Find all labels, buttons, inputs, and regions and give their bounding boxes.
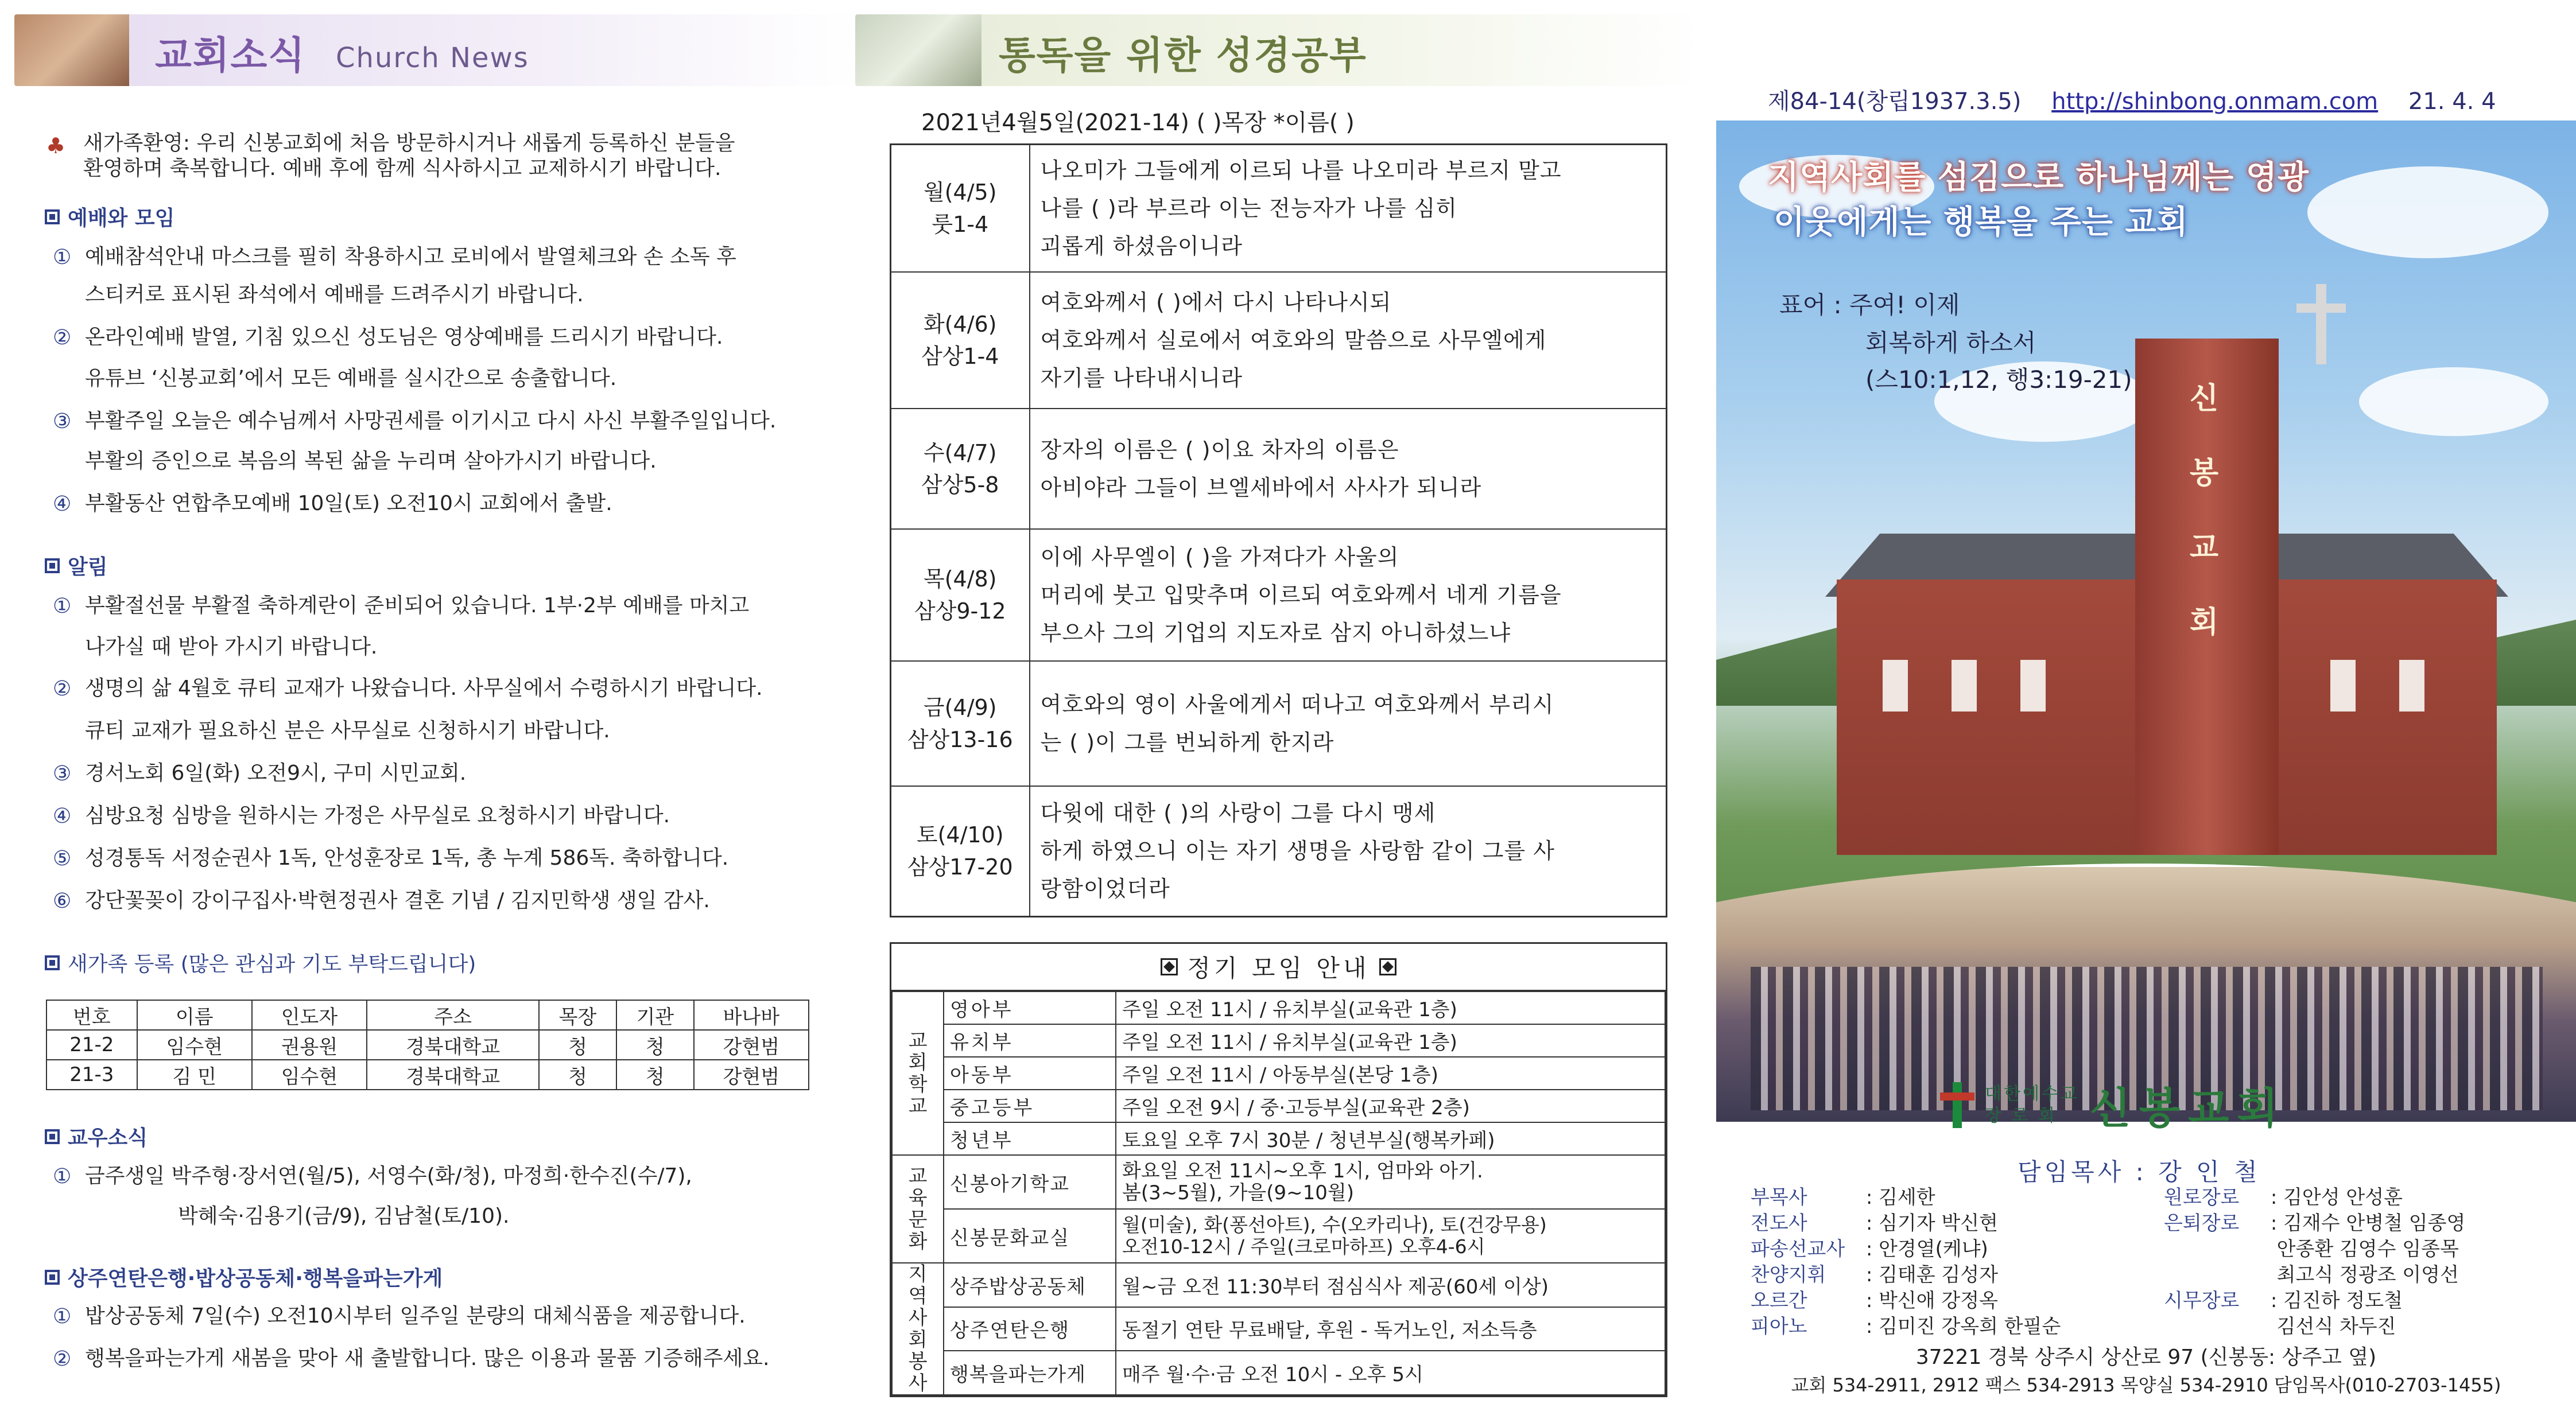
- group-label: 교육문화: [892, 1155, 944, 1263]
- page-subtitle: Church News: [336, 42, 529, 74]
- group-label: 지역사회봉사: [892, 1263, 944, 1395]
- yearly-verse: 표어 : 주여! 이제: [1779, 291, 1960, 319]
- page-title: 통독을 위한 성경공부: [999, 33, 1367, 77]
- church-address: 37221 경북 상주시 상산로 97 (신봉동: 상주고 옆): [1915, 1346, 2377, 1369]
- table-row: 신봉문화교실 월(미술), 화(퐁선아트), 수(오카리나), 토(건강무용) 오전10-12시 / 주일(크로마하프) 오후4-6시: [892, 1209, 1665, 1263]
- bible-study-table: [890, 143, 1667, 917]
- table-row: 지역사회봉사 상주밥상공동체 월~금 오전 11:30부터 점심식사 제공(60세 이상): [892, 1263, 1665, 1307]
- table-header-row: 번호 이름 인도자 주소 목장 기관 바나바: [46, 1000, 809, 1030]
- section-notice: 알림: [45, 551, 108, 580]
- table-row: 금(4/9) 삼상13-16 여호와의 영이 사울에게서 떠나고 여호와께서 부리시 는 ( )이 그를 번뇌하게 한지라: [891, 661, 1667, 786]
- worship-item: 유튜브 ‘신봉교회’에서 모든 예배를 실시간으로 송출합니다.: [85, 367, 617, 390]
- section-worship: 예배와 모임: [45, 202, 174, 231]
- website-link[interactable]: http://shinbong.onmam.com: [2051, 88, 2379, 115]
- notice-item: 심방요청 심방을 원하시는 가정은 사무실로 요청하시기 바랍니다.: [85, 804, 670, 827]
- group-label: 교회학교: [892, 992, 944, 1155]
- worship-item: 온라인예배 발열, 기침 있으신 성도님은 영상예배를 드리시기 바랍니다.: [85, 325, 723, 349]
- notice-item: 생명의 삶 4월호 큐티 교재가 나왔습니다. 사무실에서 수령하시기 바랍니다.: [85, 676, 763, 700]
- table-row: 청년부 토요일 오후 7시 30분 / 청년부실(행복카페): [892, 1122, 1665, 1155]
- table-row: 중고등부 주일 오전 9시 / 중·고등부실(교육관 2층): [892, 1090, 1665, 1122]
- table-row: 교회학교 영아부 주일 오전 11시 / 유치부실(교육관 1층): [892, 992, 1665, 1024]
- square-bullet-icon: [45, 955, 60, 970]
- table-row: 유치부 주일 오전 11시 / 유치부실(교육관 1층): [892, 1024, 1665, 1057]
- senior-pastor: 담임목사 : 강 인 철: [2018, 1158, 2261, 1186]
- notice-item: 성경통독 서정순권사 1독, 안성훈장로 1독, 총 누계 586독. 축하합니다.: [85, 846, 729, 870]
- church-name: 신봉교회: [2089, 1084, 2286, 1133]
- notice-item: 부활절선물 부활절 축하계란이 준비되어 있습니다. 1부·2부 예배를 마치고: [85, 594, 750, 617]
- table-row: 상주연탄은행 동절기 연탄 무료배달, 후원 - 독거노인, 저소득층: [892, 1307, 1665, 1351]
- square-bullet-icon: [45, 1270, 60, 1285]
- tower-lettering: 신봉교회: [2189, 382, 2219, 640]
- diamond-icon: [1161, 958, 1178, 975]
- welcome-line: 새가족환영: 우리 신봉교회에 처음 방문하시거나 새롭게 등록하신 분들을: [83, 131, 735, 155]
- square-bullet-icon: [45, 1129, 60, 1144]
- table-row: 목(4/8) 삼상9-12 이에 사무엘이 ( )을 가져다가 사울의 머리에 붓고 입맞추며 이르되 여호와께서 네게 기름을 부으사 그의 기업의 지도자로 삼지 아니하셨느냐: [891, 529, 1667, 661]
- banner-photo: [855, 14, 981, 86]
- issue-date: 21. 4. 4: [2408, 88, 2496, 115]
- worship-item: 예배참석안내 마스크를 필히 착용하시고 로비에서 발열체크와 손 소독 후: [85, 245, 736, 269]
- table-row: 21-3 김 민 임수현 경북대학교 청 청 강현범: [46, 1060, 809, 1090]
- issue-number: 제84-14(창립1937.3.5): [1768, 88, 2022, 115]
- table-row: 월(4/5) 룻1-4 나오미가 그들에게 이르되 나를 나오미라 부르지 말고 나를 ( )라 부르라 이는 전능자가 나를 심히 괴롭게 하셨음이니라: [891, 145, 1667, 272]
- section-members: 교우소식: [45, 1122, 148, 1151]
- staff-list-right: 원로장로 : 김안성 안성훈 은퇴장로 : 김재수 안병철 임종영 안종환 김영수 임종목 최고식 정광조 이영선 시무장로 : 김진하 정도철 김선식 차두진: [2164, 1186, 2466, 1338]
- worship-item: 부활주일 오늘은 예수님께서 사망권세를 이기시고 다시 사신 부활주일입니다.: [85, 409, 777, 433]
- worship-item: 부활의 증인으로 복음의 복된 삶을 누리며 살아가시기 바랍니다.: [85, 449, 657, 473]
- diamond-icon: [1379, 958, 1396, 975]
- section-new-family: 새가족 등록 (많은 관심과 기도 부탁드립니다): [45, 948, 476, 977]
- banner-photo: [14, 14, 129, 86]
- worship-item: 스티커로 표시된 좌석에서 예배를 드려주시기 바랍니다.: [85, 283, 584, 306]
- sharing-item: 행복을파는가게 새봄을 맞아 새 출발합니다. 많은 이용과 물품 기증해주세요.: [85, 1347, 770, 1370]
- table-row: 화(4/6) 삼상1-4 여호와께서 ( )에서 다시 나타나시되 여호와께서 실로에서 여호와의 말씀으로 사무엘에게 자기를 나타내시니라: [891, 272, 1667, 409]
- notice-item: 큐티 교재가 필요하신 분은 사무실로 신청하시기 바랍니다.: [85, 719, 610, 742]
- table-row: 아동부 주일 오전 11시 / 아동부실(본당 1층): [892, 1057, 1665, 1090]
- section-sharing: 상주연탄은행·밥상공동체·행복을파는가게: [45, 1262, 443, 1292]
- church-motto-line2: 이웃에게는 행복을 주는 교회: [1774, 204, 2189, 241]
- table-row: 21-2 임수현 권용원 경북대학교 청 청 강현범: [46, 1030, 809, 1060]
- church-logo: 대한예수교 장 로 회 신봉교회: [1940, 1075, 2286, 1136]
- regular-meetings-box: [890, 942, 1667, 1397]
- notice-item: 강단꽃꽂이 강이구집사·박현정권사 결혼 기념 / 김지민학생 생일 감사.: [85, 889, 710, 912]
- meetings-title: 정기 모임 안내: [891, 944, 1666, 991]
- sharing-item: 밥상공동체 7일(수) 오전10시부터 일주일 분량의 대체식품을 제공합니다.: [85, 1304, 746, 1328]
- table-row: 토(4/10) 삼상17-20 다윗에 대한 ( )의 사랑이 그를 다시 맹세 하게 하였으니 이는 자기 생명을 사랑함 같이 그를 사 랑함이었더라: [891, 786, 1667, 917]
- table-row: 수(4/7) 삼상5-8 장자의 이름은 ( )이요 차자의 이름은 아비야라 그들이 브엘세바에서 사사가 되니라: [891, 409, 1667, 529]
- table-row: 행복을파는가게 매주 월·수·금 오전 10시 - 오후 5시: [892, 1351, 1665, 1395]
- church-motto-line1: 지역사회를 섬김으로 하나님께는 영광: [1768, 159, 2310, 196]
- notice-item: 경서노회 6일(화) 오전9시, 구미 시민교회.: [85, 761, 467, 785]
- church-building-image: [1837, 339, 2497, 855]
- church-news-banner: [14, 14, 858, 86]
- yearly-verse: (스10:1,12, 행3:19-21): [1865, 366, 2132, 394]
- church-news-panel: 교회소식 Church News ♣ 새가족환영: 우리 신봉교회에 처음 방문하시거나 새롭게 등록하신 분들을 환영하며 축복합니다. 예배 후에 함께 식사하시고 교제하시기 바랍니다. 예배와 모임 ① 예배참석안내 마스크를 필히 착용하시고 로비에서 발열체크와 손 소독 후 스티커로 표시된 좌석에서 예배를 드려주시기 바랍니다. ② 온라인예배 발열, 기침 있으신 성도님은 영상예배를 드리시기 바랍니다. 유튜브 ‘신봉교회’에서 모든 예배를 실시간으로 송출합니다. ③ 부활주일 오늘은 예수님께서 사망권세를 이기시고 다시 사신 부활주일입니다. 부활의 증인으로 복음의 복된 삶을 누리며 살아가시기 바랍니다. ④ 부활동산 연합추모예배 10일(토) 오전10시 교회에서 출발. 알림 ① 부활절선물 부활절 축하계란이 준비되어 있습니다. 1부·2부 예배를 마치고 나가실 때 받아 가시기 바랍니다. ② 생명의 삶 4월호 큐티 교재가 나왔습니다. 사무실에서 수령하시기 바랍니다. 큐티 교재가 필요하신 분은 사무실로 신청하시기 바랍니다. ③ 경서노회 6일(화) 오전9시, 구미 시민교회. ④ 심방요청 심방을 원하시는 가정은 사무실로 요청하시기 바랍니다. ⑤ 성경통독 서정순권사 1독, 안성훈장로 1독, 총 누계 586독. 축하합니다. ⑥ 강단꽃꽂이 강이구집사·박현정권사 결혼 기념 / 김지민학생 생일 감사. 새가족 등록 (많은 관심과 기도 부탁드립니다) 번호 이름 인도자 주소 목장 기관 바나바 21-2 임수현 권용원 경북대학교 청 청 강현범 21-3 김 민 임수현 경북대학교 청 청 강현범 교우소식 ① 금주생일 박주형·장서연(월/5), 서영수(화/청), 마정희·한수진(수/7), 박혜숙·김용기(금/9), 김남철(토/10). 상주연탄은행·밥상공동체·행복을파는가게 ① 밥상공동체 7일(수) 오전10시부터 일주일 분량의 대체식품을 제공합니다. ② 행복을파는가게 새봄을 맞아 새 출발합니다. 많은 이용과 물품 기증해주세요.: [0, 0, 855, 1423]
- bulletin-cover-panel: [1716, 0, 2576, 1423]
- staff-list-left: 부목사 : 김세한 전도사 : 심기자 박신현 파송선교사 : 안경열(케냐) 찬양지휘 : 김태훈 김성자 오르간 : 박신애 강정옥 피아노 : 김미진 강옥희 한필순: [1751, 1186, 2061, 1338]
- square-bullet-icon: [45, 558, 60, 573]
- members-item: 박혜숙·김용기(금/9), 김남철(토/10).: [178, 1204, 510, 1228]
- new-family-table: [46, 1000, 809, 1090]
- cross-icon: [2316, 284, 2326, 364]
- church-cross-logo-icon: [1940, 1082, 1974, 1128]
- bible-study-banner: [855, 14, 1705, 86]
- church-phones: 교회 534-2911, 2912 팩스 534-2913 목양실 534-2910 담임목사(010-2703-1455): [1791, 1374, 2501, 1396]
- cover-header: [1768, 83, 2496, 116]
- yearly-verse: 회복하게 하소서: [1865, 329, 2036, 357]
- bible-study-panel: [855, 0, 1716, 1423]
- notice-item: 나가실 때 받아 가시기 바랍니다.: [85, 635, 378, 659]
- table-row: 교육문화 신봉아기학교 화요일 오전 11시~오후 1시, 엄마와 아기. 봄(3~5월), 가을(9~10월): [892, 1155, 1665, 1209]
- worship-item: 부활동산 연합추모예배 10일(토) 오전10시 교회에서 출발.: [85, 492, 612, 515]
- members-item: 금주생일 박주형·장서연(월/5), 서영수(화/청), 마정희·한수진(수/7),: [85, 1164, 692, 1188]
- page-title: 교회소식: [155, 33, 307, 77]
- study-header: 2021년4월5일(2021-14) ( )목장 *이름( ): [921, 110, 1355, 136]
- welcome-line: 환영하며 축복합니다. 예배 후에 함께 식사하시고 교제하시기 바랍니다.: [83, 157, 721, 180]
- square-bullet-icon: [45, 209, 60, 224]
- clover-icon: ♣: [46, 133, 66, 158]
- meetings-table: [891, 991, 1666, 1395]
